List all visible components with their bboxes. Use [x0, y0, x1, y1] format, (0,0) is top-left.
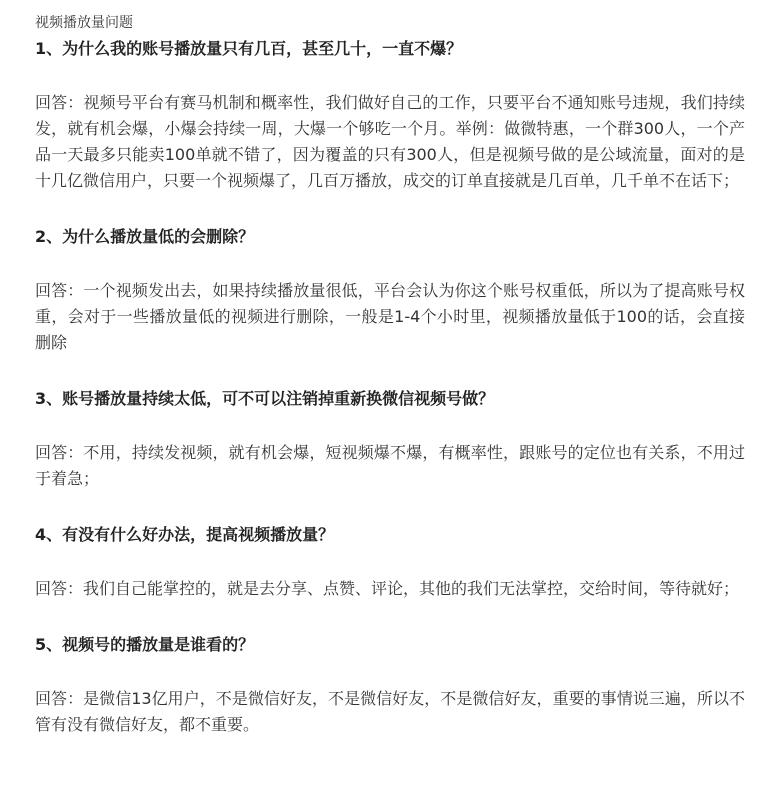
question-2: 2、为什么播放量低的会删除？ — [35, 227, 255, 246]
answer-4: 回答：我们自己能掌控的，就是去分享、点赞、评论，其他的我们无法掌控，交给时间，等待就好； — [35, 579, 740, 598]
qa-item-2 — [35, 224, 745, 356]
question-3: 3、账号播放量持续太低，可不可以注销掉重新换微信视频号做？ — [35, 389, 495, 408]
question-4: 4、有没有什么好办法，提高视频播放量？ — [35, 525, 335, 544]
qa-item-3 — [35, 386, 745, 492]
question-1: 1、为什么我的账号播放量只有几百，甚至几十，一直不爆？ — [35, 39, 463, 58]
qa-item-5 — [35, 632, 745, 738]
answer-3: 回答：不用，持续发视频，就有机会爆，短视频爆不爆，有概率性，跟账号的定位也有关系，不用过于着急； — [35, 443, 745, 488]
answer-5: 回答：是微信13亿用户，不是微信好友，不是微信好友，不是微信好友，重要的事情说三遍，所以不管有没有微信好友，都不重要。 — [35, 689, 745, 734]
question-5: 5、视频号的播放量是谁看的？ — [35, 635, 255, 654]
qa-item-4 — [35, 522, 745, 602]
qa-item-1 — [35, 36, 745, 194]
answer-1: 回答：视频号平台有赛马机制和概率性，我们做好自己的工作，只要平台不通知账号违规，我们持续发，就有机会爆，小爆会持续一周，大爆一个够吃一个月。举例：做微特惠，一个群300人，一个产品一天最多只能卖100单就不错了，因为覆盖的只有300人，但是视频号做的是公域流量，面对的是十几亿微信用户，只要一个视频爆了，几百万播放，成交的订单直接就是几百单，几千单不在话下； — [35, 93, 745, 190]
document-title: 视频播放量问题 — [35, 15, 133, 31]
answer-2: 回答：一个视频发出去，如果持续播放量很低，平台会认为你这个账号权重低，所以为了提高账号权重，会对于一些播放量低的视频进行删除，一般是1-4个小时里，视频播放量低于100的话，会直接删除 — [35, 281, 745, 352]
